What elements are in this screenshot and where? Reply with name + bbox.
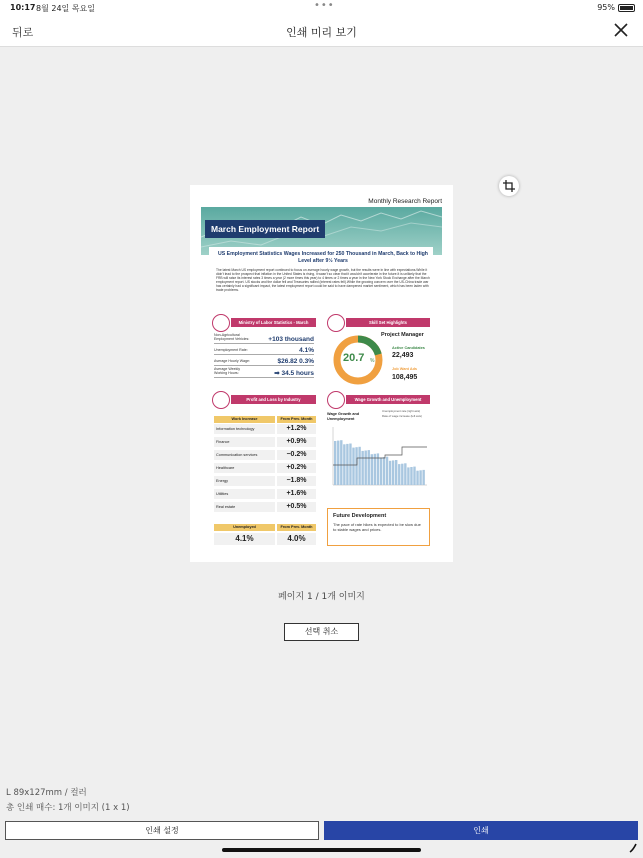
back-button[interactable]: 뒤로 [12, 26, 34, 39]
banner-title: March Employment Report [205, 220, 325, 238]
wage-bar [361, 451, 363, 485]
wage-section-title: Wage Growth and Unemployment [346, 395, 430, 404]
wage-bar [343, 444, 345, 485]
skill-icon [327, 314, 345, 332]
table-row: Healthcare +0.2% [214, 463, 316, 474]
table-header-industry: Work Increase [214, 416, 275, 423]
wage-bar [334, 441, 336, 485]
wage-legend-2: Rate of wage increase (left axis) [382, 414, 422, 418]
wage-bar [392, 460, 394, 485]
stat-row: Non-Agricultural Employment Vehicles: +103 thousand [214, 333, 314, 343]
unemployed-change: 4.0% [277, 533, 316, 545]
future-development-box [327, 508, 430, 546]
battery-icon [618, 4, 635, 12]
home-indicator[interactable] [222, 848, 421, 852]
crop-icon [503, 180, 515, 192]
job-ads-label: Job Want Ads [392, 367, 418, 371]
table-row: Finance +0.9% [214, 437, 316, 448]
wage-bar [419, 470, 421, 485]
wage-bar [386, 457, 388, 485]
page-title: 인쇄 미리 보기 [286, 26, 357, 39]
skill-role: Project Manager [381, 332, 424, 338]
stat-row: Average Weekly Working Hours: ➡ 34.5 hours [214, 367, 314, 377]
future-body: The pace of rate hikes is expected to be slow due to stable wages and prices. [333, 522, 421, 533]
pencil-icon[interactable] [628, 843, 638, 853]
wage-bar [416, 471, 418, 485]
unemployed-header: Unemployed [214, 524, 275, 531]
skill-section-title: Skill Set Highlights [346, 318, 430, 327]
paper-info: L 89x127mm / 컬러 [6, 788, 87, 798]
wage-bar [374, 454, 376, 485]
print-preview-page[interactable] [190, 185, 453, 562]
stat-row: Average Hourly Wage: $26.82 0.3% [214, 358, 314, 365]
crop-button[interactable] [499, 176, 519, 196]
industry-table [214, 416, 316, 510]
report-subhead: US Employment Statistics Wages Increased for 250 Thousand in March, Back to High Level after 9½ Years [218, 251, 428, 264]
table-header-change: From Prev. Month [277, 416, 316, 423]
wage-bar [365, 451, 367, 486]
wage-legend-1: Unemployment rate (right axis) [382, 409, 421, 413]
wage-bar [413, 467, 415, 485]
print-settings-button[interactable]: 인쇄 설정 [5, 821, 319, 840]
status-bar [0, 0, 643, 16]
wage-bar [401, 464, 403, 485]
wage-bar [371, 454, 373, 485]
wage-bar [410, 467, 412, 485]
nav-bar [0, 16, 643, 47]
wage-bar [383, 457, 385, 485]
unemployed-change-header: From Prev. Month [277, 524, 316, 531]
wage-bar [395, 460, 397, 485]
stat-row: Unemployment Rate: 4.1% [214, 347, 314, 354]
close-icon[interactable] [613, 22, 629, 38]
unemployed-value: 4.1% [214, 533, 275, 545]
wage-bar [340, 440, 342, 485]
table-row: Energy −1.8% [214, 476, 316, 487]
wage-icon [327, 391, 345, 409]
deselect-button[interactable]: 선택 취소 [284, 623, 359, 641]
print-button[interactable]: 인쇄 [324, 821, 638, 840]
wage-bar [389, 461, 391, 485]
wage-bar [398, 464, 400, 485]
wage-bar [349, 444, 351, 486]
wage-bar [368, 450, 370, 485]
wage-bar [352, 448, 354, 485]
status-time: 10:17 [10, 3, 36, 12]
active-candidates-value: 22,493 [392, 352, 414, 359]
profit-icon [212, 391, 230, 409]
multitask-dots[interactable]: ••• [314, 0, 335, 11]
ministry-icon [212, 314, 230, 332]
job-ads-value: 108,495 [392, 374, 418, 381]
wage-chart [327, 425, 431, 490]
table-row: Utilities +1.6% [214, 489, 316, 500]
profit-section-title: Profit and Loss by Industry [231, 395, 316, 404]
skill-percent: 20.7 [343, 352, 365, 364]
report-header: Monthly Research Report [368, 198, 442, 205]
page-count: 페이지 1 / 1개 이미지 [278, 592, 365, 602]
table-row: Information technology +1.2% [214, 424, 316, 435]
table-row: Real estate +0.5% [214, 502, 316, 513]
table-row: Communication services −0.2% [214, 450, 316, 461]
wage-chart-title: Wage Growth and Unemployment [327, 412, 360, 421]
active-candidates-label: Active Candidates [392, 346, 425, 350]
wage-bar [404, 463, 406, 485]
ministry-section-title: Ministry of Labor Statistics - March [231, 318, 316, 327]
wage-bar [380, 458, 382, 486]
skill-percent-unit: % [370, 358, 375, 364]
wage-bar [346, 444, 348, 485]
report-paragraph: The latest March US employment report continued to focus on average hourly wage growth, but the results were in line with expectations.While it didn't lead to the prospect that inflation in the United States is rising, it wasn't so clear that it wouldn't accelerate in the future.It is unlikely that the FRB will raise its interest rates 3 times a year (2 more times this year) to 4 times or 2 times a year in the New York Stock Exchange after the March employment report. US stocks and the dollar fell and Treasuries rallied (interest rates fell).While the growing concern over the US-China trade war has certainly had a significant impact, the latest employment report could be said to have dampened market sentiment, which has been laden with trade problems. [216, 268, 430, 293]
wage-bar [358, 447, 360, 485]
battery-percent: 95% [597, 3, 615, 12]
wage-bar [355, 447, 357, 485]
total-print-count: 총 인쇄 매수: 1개 이미지 (1 x 1) [6, 803, 130, 813]
wage-bar [337, 441, 339, 485]
future-title: Future Development [333, 513, 387, 519]
wage-bar [407, 467, 409, 485]
wage-bar [422, 470, 424, 485]
status-date: 8월 24일 목요일 [36, 4, 95, 13]
